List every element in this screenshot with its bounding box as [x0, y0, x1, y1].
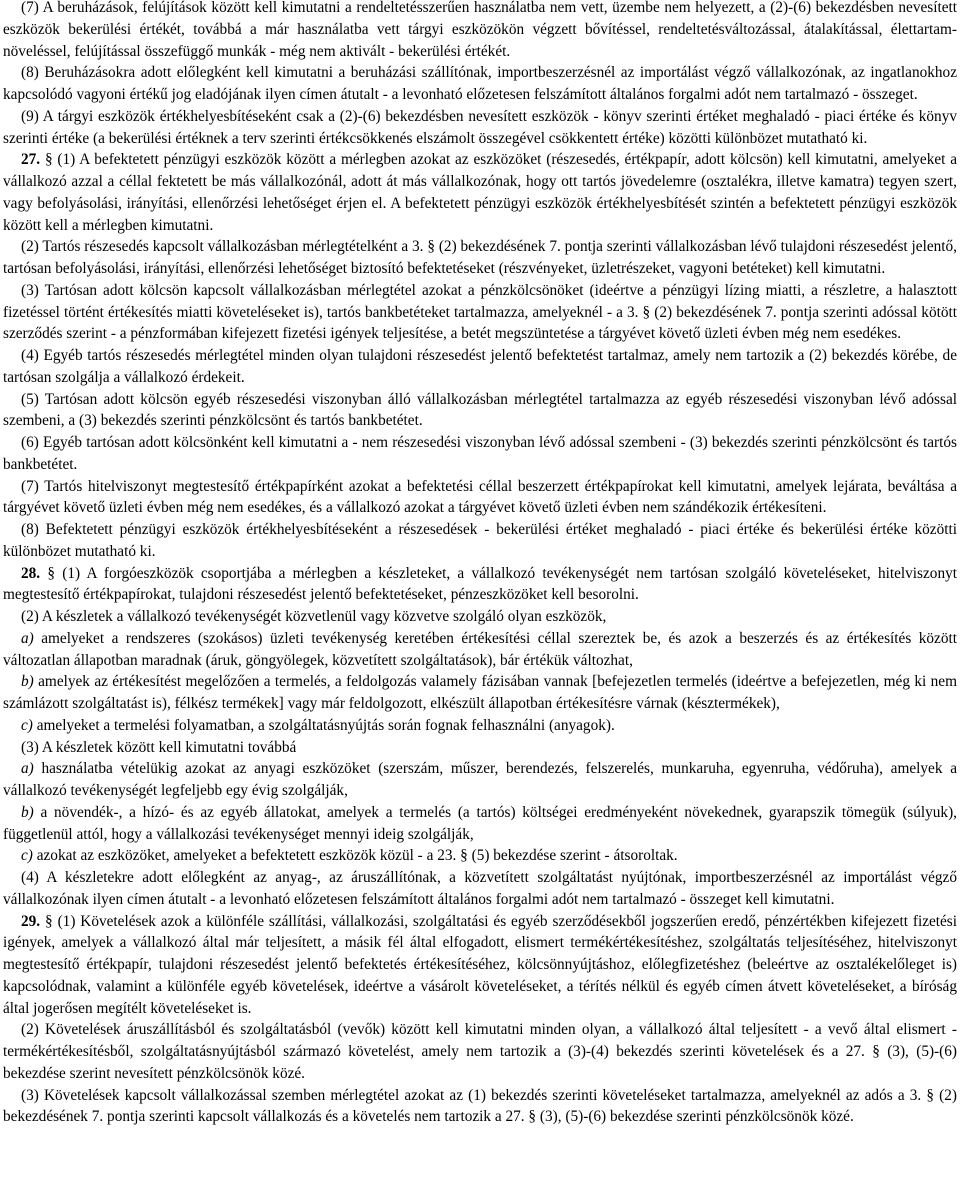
paragraph	[3, 476, 957, 520]
section-number: 29.	[21, 912, 41, 930]
paragraph-text: (3) Követelések kapcsolt vállalkozással szemben mérlegtétel azokat az (1) bekezdés szerinti követeléseket tartalmazza, amelyeknél az adós a 3. § (2) bekezdésének 7. pontja szerinti kapcsolt vállalkozás és a követelés nem tartozik a 27. § (3), (5)-(6) bekezdése szerinti pénzkölcsönök közé.	[3, 1086, 957, 1126]
paragraph	[3, 1019, 957, 1084]
paragraph	[3, 802, 957, 846]
paragraph-text: § (1) A befektetett pénzügyi eszközök között a mérlegben azokat az eszközöket (részesedés, értékpapír, adott kölcsön) kell kimutatni, amelyeket a vállalkozó azzal a céllal fektetett be más vállalkozónál, adott át más vállalkozónak, hogy ott tartós jövedelemre (osztalékra, illetve kamatra) tegyen szert, vagy befolyásolási, irányítási, ellenőrzési lehetőséget érjen el. A befektetett pénzügyi eszközök értékhelyesbítését szintén a befektetett pénzügyi eszközök között kell a mérlegben kimutatni.	[3, 151, 957, 234]
section-number: 28.	[21, 564, 41, 582]
paragraph	[3, 106, 957, 150]
paragraph	[3, 715, 957, 737]
paragraph	[3, 432, 957, 476]
paragraph-text: b) amelyek az értékesítést megelőzően a termelés, a feldolgozás valamely fázisában vannak [befejezetlen termelés (ideértve a befejezetlen, még ki nem számlázott szolgáltatást is), félkész termékek] vagy már feldolgozott, elkészült állapotban értékesítésre várnak (késztermékek),	[3, 673, 957, 712]
paragraph-text: (4) Egyéb tartós részesedés mérlegtétel minden olyan tulajdoni részesedést jelentő befektetést tartalmaz, amely nem tartozik a (2) bekezdés körébe, de tartósan szolgálja a vállalkozó érdekeit.	[3, 347, 957, 386]
section-number: 27.	[21, 151, 41, 169]
paragraph	[3, 867, 957, 911]
paragraph-text: (8) Beruházásokra adott előlegként kell kimutatni a beruházási szállítónak, importbeszerzésnél az importálást végző vállalkozónak, az ingatlanokhoz kapcsolódó vagyoni értékű jog eladójának ilyen címen átutalt - a levonható előzetesen felszámított általános forgalmi adót nem tartalmazó - összeget.	[3, 64, 957, 103]
paragraph-text: (8) Befektetett pénzügyi eszközök értékhelyesbítéseként a részesedések - bekerülési értéket meghaladó - piaci értéke és bekerülési értéke közötti különbözet mutatható ki.	[3, 521, 957, 560]
section-paragraph	[3, 563, 957, 607]
paragraph	[3, 606, 957, 628]
paragraph	[3, 845, 957, 867]
paragraph-text: (6) Egyéb tartósan adott kölcsönként kell kimutatni a - nem részesedési viszonyban lévő adóssal szembeni - (3) bekezdés szerinti pénzkölcsönt és tartós bankbetétet.	[3, 434, 957, 473]
paragraph-text: (7) A beruházások, felújítások között kell kimutatni a rendeltetésszerűen használatba nem vett, üzembe nem helyezett, a (2)-(6) bekezdésben nevesített eszközök bekerülési értékét, továbbá a már használatba vett tárgyi eszközökön végzett bővítéssel, rendeltetésváltozással, átalakítással, élettartam-növeléssel, felújítással összefüggő munkák - még nem aktivált - bekerülési értékét.	[3, 0, 957, 60]
paragraph-text: (3) Tartósan adott kölcsön kapcsolt vállalkozásban mérlegtétel azokat a pénzkölcsönöket (ideértve a pénzügyi lízing miatti, a részletre, a halasztott fizetéssel történt értékesítés miatti követeléseket is), tartós bankbetéteket tartalmazza, amelyeknél - a 3. § (2) bekezdésének 7. pontja szerinti adóssal kötött szerződés szerint - a pénzformában kifejezett fizetési igények teljesítése, a betét megszüntetése a tárgyévet követő üzleti évben még nem esedékes.	[3, 281, 957, 343]
paragraph-text: (7) Tartós hitelviszonyt megtestesítő értékpapírként azokat a befektetési céllal beszerzett értékpapírokat kell kimutatni, amelyek lejárata, beváltása a tárgyévet követő üzleti évben még nem esedékes, és a vállalkozó azokat a tárgyévet követő üzleti évben nem szándékozik értékesíteni.	[3, 477, 957, 517]
paragraph-text: b) a növendék-, a hízó- és az egyéb állatokat, amelyek a termelés (a tartós) költségei eredményeként növekednek, gyarapszik tömegük (súlyuk), függetlenül attól, hogy a vállalkozási tevékenységet mennyi ideig szolgálják,	[3, 803, 957, 843]
paragraph	[3, 0, 957, 62]
paragraph-text: § (1) Követelések azok a különféle szállítási, vállalkozási, szolgáltatási és egyéb szerződésekből jogszerűen eredő, pénzértékben kifejezett fizetési igények, amelyek a vállalkozó által már teljesített, a másik fél által elfogadott, elismert termékértékesítéshez, szolgáltatás teljesítéséhez, hitelviszonyt megtestesítő értékpapír, tulajdoni részesedést jelentő befektetés értékesítéséhez, kölcsönnyújtáshoz, előlegfizetéshez (beleértve az osztalékelőleget is) kapcsolódnak, valamint a különféle egyéb követelések, ideértve a vásárolt követeléseket, a térítés nélkül és egyéb címen átvett követeléseket, a bíróság által jogerősen megítélt követeléseket is.	[3, 912, 958, 1017]
paragraph-text: § (1) A forgóeszközök csoportjába a mérlegben a készleteket, a vállalkozó tevékenységét nem tartósan szolgáló követeléseket, hitelviszonyt megtestesítő értékpapírokat, tulajdoni részesedést jelentő befektetéseket, pénzeszközöket kell besorolni.	[3, 564, 957, 604]
paragraph-text: (5) Tartósan adott kölcsön egyéb részesedési viszonyban álló vállalkozásban mérlegtétel tartalmazza az egyéb részesedési viszonyban lévő adóssal szembeni, a (3) bekezdés szerinti pénzkölcsönt és tartós bankbetétet.	[3, 390, 957, 430]
section-paragraph	[3, 149, 957, 236]
paragraph-text: a) használatba vételükig azokat az anyagi eszközöket (szerszám, műszer, berendezés, felszerelés, munkaruha, egyenruha, védőruha), amelyek a vállalkozó tevékenységét legfeljebb egy évig szolgálják,	[3, 760, 957, 799]
paragraph	[3, 1085, 957, 1129]
paragraph-text: c) amelyeket a termelési folyamatban, a szolgáltatásnyújtás során fognak felhasználni (anyagok).	[21, 716, 615, 734]
paragraph-text: (9) A tárgyi eszközök értékhelyesbítéseként csak a (2)-(6) bekezdésben nevesített eszközök - könyv szerinti értéket meghaladó - piaci értéke és könyv szerinti értéke (a bekerülési értéknek a terv szerinti értékcsökkenés elszámolt összegével csökkentett értéke) közötti különbözet mutatható ki.	[3, 107, 957, 147]
paragraph-text: (4) A készletekre adott előlegként az anyag-, az áruszállítónak, a közvetített szolgáltatást nyújtónak, importbeszerzésnél az importálást végző vállalkozónak ilyen címen átutalt - a levonható előzetesen felszámított általános forgalmi adót nem tartalmazó - összeget kell kimutatni.	[3, 869, 957, 908]
paragraph	[3, 671, 957, 715]
section-paragraph	[3, 911, 957, 1020]
paragraph	[3, 519, 957, 563]
paragraph	[3, 737, 957, 759]
paragraph-text: (2) Tartós részesedés kapcsolt vállalkozásban mérlegtételként a 3. § (2) bekezdésének 7. pontja szerinti vállalkozásban lévő tulajdoni részesedést jelentő, tartósan befolyásolási, irányítási, ellenőrzési lehetőséget biztosító befektetéseket (részvényeket, üzletrészeket, vagyoni betéteket) kell kimutatni.	[3, 238, 957, 277]
paragraph-text: a) amelyeket a rendszeres (szokásos) üzleti tevékenység keretében értékesítési céllal szereztek be, és azok a beszerzés és az értékesítés között változatlan állapotban maradnak (áruk, göngyölegek, közvetített szolgáltatások), bár értékük változhat,	[3, 629, 957, 669]
paragraph-text: (2) A készletek a vállalkozó tevékenységét közvetlenül vagy közvetve szolgáló olyan eszközök,	[21, 608, 607, 625]
paragraph	[3, 628, 957, 672]
paragraph	[3, 236, 957, 280]
paragraph	[3, 345, 957, 389]
paragraph	[3, 758, 957, 802]
paragraph-text: (2) Követelések áruszállításból és szolgáltatásból (vevők) között kell kimutatni minden olyan, a vállalkozó által teljesített - a vevő által elismert - termékértékesítésből, szolgáltatásnyújtásból származó követelést, amely nem tartozik a (3)-(4) bekezdés szerinti követelések és a 27. § (3), (5)-(6) bekezdése szerint nevesített pénzkölcsönök közé.	[3, 1021, 957, 1082]
paragraph	[3, 62, 957, 106]
paragraph	[3, 389, 957, 433]
paragraph-text: (3) A készletek között kell kimutatni továbbá	[21, 738, 297, 756]
paragraph-text: c) azokat az eszközöket, amelyeket a befektetett eszközök közül - a 23. § (5) bekezdése szerint - átsoroltak.	[21, 847, 678, 865]
paragraph	[3, 280, 957, 345]
